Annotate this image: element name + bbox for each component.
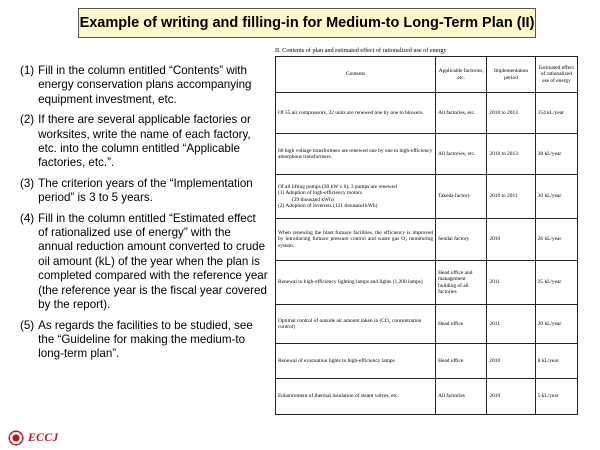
contents-line: (2) Adoption of inverters (121 thousand kWh) [278,202,378,209]
cell-applicable-factories: All factories, etc. [436,93,487,134]
cell-implementation-period: 2010 to 2013 [487,93,535,134]
instruction-item [20,319,268,362]
cell-contents [276,93,436,134]
cell-estimated-effect: 26 kL/year [535,219,577,261]
cell-applicable-factories: Head office and management building of all factories [436,261,487,305]
contents-line: Renewal of evacuation lights to high-efficiency lamps [278,357,395,364]
slide-title-text: Example of writing and filling-in for Medium-to Long-Term Plan (II) [79,15,535,31]
instruction-item [20,64,268,107]
cell-implementation-period: 2010 to 2013 [487,134,535,175]
header-implementation-period: Implementation period [487,57,535,93]
cell-estimated-effect: 30 kL/year [535,175,577,219]
contents-line: Of 55 air compressors, 32 units are renewed one by one to blowers. [278,109,424,116]
cell-estimated-effect: 20 kL/year [535,305,577,344]
table-row [276,134,578,175]
cell-applicable-factories: Sendai factory [436,219,487,261]
instruction-number: (1) [20,64,35,77]
cell-estimated-effect: 25 kL/year [535,261,577,305]
cell-applicable-factories: Head office [436,344,487,379]
slide-title [78,8,536,38]
instruction-text: The criterion years of the “Implementation period” is 3 to 5 years. [38,176,253,205]
cell-estimated-effect: 154 kL/year [535,93,577,134]
contents-line: Optimal control of outside air amount taken in (CO₂ concentration control) [278,317,422,330]
cell-implementation-period: 2010 to 2011 [487,175,535,219]
cell-applicable-factories: Takeda factory [436,175,487,219]
header-applicable-factories: Applicable factories, etc. [436,57,487,93]
cell-contents [276,379,436,415]
table-row [276,261,578,305]
cell-implementation-period: 2011 [487,261,535,305]
cell-implementation-period: 2011 [487,305,535,344]
instruction-number: (4) [20,211,35,225]
instruction-item [20,177,268,206]
header-contents: Contents [276,57,436,93]
contents-line: (1) Adoption of high-efficiency motors [278,190,363,197]
contents-line: Of all lifting pumps (30 kW x 6), 3 pumps are renewed [278,183,397,190]
eccj-logo-text: ECCJ [28,432,59,444]
contents-line: 66 high voltage transformers are renewed one by one to high-efficiency amorphous transformers. [278,147,433,160]
cell-applicable-factories: All factories, etc. [436,134,487,175]
instructions-list [20,64,268,368]
table-row [276,175,578,219]
plan-table [275,56,578,415]
header-estimated-effect: Estimated effect of rationalized use of energy [535,57,577,93]
cell-implementation-period: 2010 [487,219,535,261]
cell-applicable-factories: All factories [436,379,487,415]
eccj-logo [8,430,59,446]
table-row [276,93,578,134]
cell-implementation-period: 2010 [487,379,535,415]
table-header-row [276,57,578,93]
cell-contents [276,219,436,261]
contents-line: Enhancement of thermal insulation of steam valves, etc. [278,393,399,400]
cell-contents [276,134,436,175]
table-row [276,305,578,344]
cell-contents [276,261,436,305]
cell-estimated-effect: 8 kL/year [535,344,577,379]
instruction-number: (5) [20,318,35,332]
contents-line: When renewing the blast furnace facilities, the efficiency is improved by introducing furnace pressure control and waste gas O₂ monitoring system. [278,229,434,249]
contents-line: Renewal to high-efficiency lighting lamps and lights (1,200 lamps) [278,279,423,286]
instruction-item [20,113,268,171]
cell-contents [276,344,436,379]
cell-estimated-effect: 38 kL/year [535,134,577,175]
table-row [276,219,578,261]
instruction-number: (3) [20,176,35,190]
table-row [276,344,578,379]
instruction-text: Fill in the column entitled “Contents” with energy conservation plans accompanying equipment investment, etc. [38,64,252,106]
instruction-item [20,212,268,313]
instruction-text: If there are several applicable factories or worksites, write the name of each factory, etc. into the column entitled “Applicable factories, etc.”. [38,113,251,170]
eccj-logo-icon [8,430,24,446]
cell-contents [276,175,436,219]
instruction-number: (2) [20,113,35,127]
instruction-text: Fill in the column entitled “Estimated effect of rationalized use of energy” with the annual reduction amount converted to crude oil amount (kL) of the year when the plan is completed compared with the reference year (the reference year is the fiscal year covered by the report). [38,211,268,312]
table-row [276,379,578,415]
contents-line: (29 thousand kWh) [292,196,334,203]
instruction-text: As regards the facilities to be studied, see the “Guideline for making the medium-to long-term plan”. [38,318,253,361]
table-caption: II. Contents of plan and estimated effect of rationalized use of energy [275,47,447,54]
cell-applicable-factories: Head office [436,305,487,344]
cell-contents [276,305,436,344]
cell-estimated-effect: 5 kL/year [535,379,577,415]
cell-implementation-period: 2010 [487,344,535,379]
